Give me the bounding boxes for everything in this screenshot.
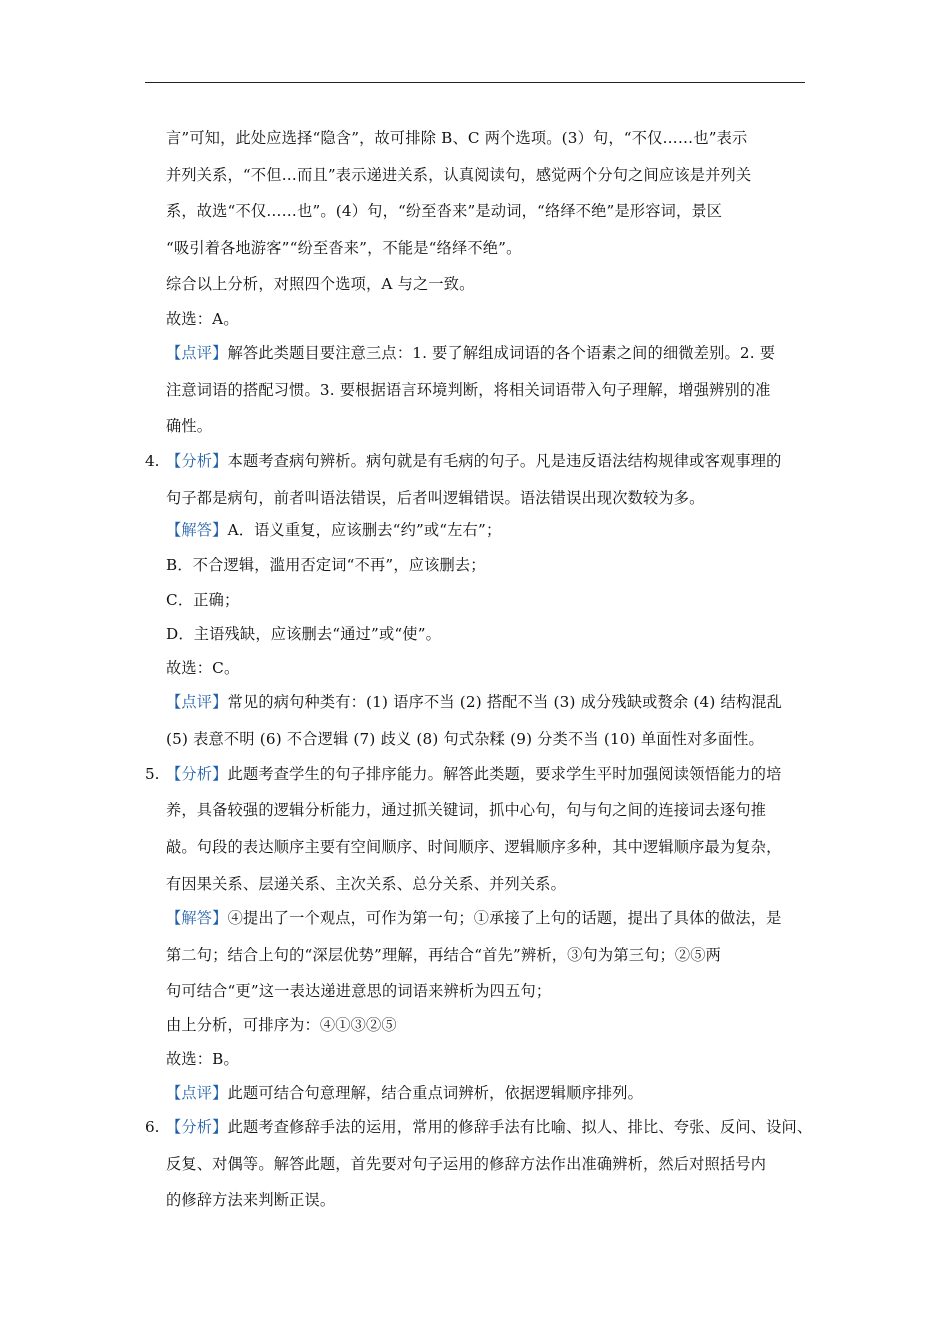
text-line: 言”可知，此处应选择“隐含”，故可排除 B、C 两个选项。(3）句，“不仅……也”表示 bbox=[166, 129, 748, 147]
text-line: 句可结合“更”这一表达递进意思的词语来辨析为四五句； bbox=[166, 982, 552, 1000]
text-line: 注意词语的搭配习惯。3. 要根据语言环境判断，将相关词语带入句子理解，增强辨别的准 bbox=[166, 381, 771, 399]
analysis-tag: 【分析】 bbox=[166, 765, 228, 783]
text-line: “吸引着各地游客”“纷至沓来”，不能是“络绎不绝”。 bbox=[166, 239, 522, 257]
analysis-line: 【分析】本题考查病句辨析。病句就是有毛病的句子。凡是违反语法结构规律或客观事理的 bbox=[166, 452, 782, 470]
text-line: 养，具备较强的逻辑分析能力，通过抓关键词，抓中心句，句与句之间的连接词去逐句推 bbox=[166, 801, 767, 819]
text-line: 有因果关系、层递关系、主次关系、总分关系、并列关系。 bbox=[166, 875, 567, 893]
text-line: 故选：C。 bbox=[166, 659, 240, 677]
text-line: 确性。 bbox=[166, 417, 213, 435]
text-line: 系，故选“不仅……也”。(4）句，“纷至沓来”是动词，“络绎不绝”是形容词，景区 bbox=[166, 202, 723, 220]
question-number: 5. bbox=[145, 765, 160, 783]
review-tag: 【点评】 bbox=[166, 1084, 228, 1102]
text-line: D．主语残缺，应该删去“通过”或“使”。 bbox=[166, 625, 442, 643]
review-line: 【点评】解答此类题目要注意三点：1. 要了解组成词语的各个语素之间的细微差别。2. 要 bbox=[166, 344, 776, 362]
text-line: B．不合逻辑，滥用否定词“不再”，应该删去； bbox=[166, 556, 486, 574]
analysis-tag: 【分析】 bbox=[166, 1118, 228, 1136]
text-line: C．正确； bbox=[166, 591, 240, 609]
answer-tag: 【解答】 bbox=[166, 521, 228, 539]
text-line: 并列关系，“不但…而且”表示递进关系，认真阅读句，感觉两个分句之间应该是并列关 bbox=[166, 166, 752, 184]
text-line: 第二句；结合上句的“深层优势”理解，再结合“首先”辨析，③句为第三句；②⑤两 bbox=[166, 946, 722, 964]
answer-tag: 【解答】 bbox=[166, 909, 228, 927]
analysis-line: 【分析】此题考查学生的句子排序能力。解答此类题，要求学生平时加强阅读领悟能力的培 bbox=[166, 765, 782, 783]
text-line: 反复、对偶等。解答此题，首先要对句子运用的修辞方法作出准确辨析，然后对照括号内 bbox=[166, 1155, 767, 1173]
text-line: 综合以上分析，对照四个选项，A 与之一致。 bbox=[166, 275, 475, 293]
text-line: 的修辞方法来判断正误。 bbox=[166, 1191, 336, 1209]
review-line: 【点评】此题可结合句意理解，结合重点词辨析，依据逻辑顺序排列。 bbox=[166, 1084, 644, 1102]
analysis-tag: 【分析】 bbox=[166, 452, 228, 470]
question-number: 6. bbox=[145, 1118, 160, 1136]
text-line: (5) 表意不明 (6) 不合逻辑 (7) 歧义 (8) 句式杂糅 (9) 分类不当 (10) 单面性对多面性。 bbox=[166, 730, 764, 748]
question-number: 4. bbox=[145, 452, 160, 470]
text-line: 敲。句段的表达顺序主要有空间顺序、时间顺序、逻辑顺序多种，其中逻辑顺序最为复杂， bbox=[166, 838, 782, 856]
answer-line: 【解答】④提出了一个观点，可作为第一句；①承接了上句的话题，提出了具体的做法，是 bbox=[166, 909, 782, 927]
review-tag: 【点评】 bbox=[166, 344, 228, 362]
analysis-line: 【分析】此题考查修辞手法的运用，常用的修辞手法有比喻、拟人、排比、夸张、反问、设问、 bbox=[166, 1118, 813, 1136]
answer-line: 【解答】A．语义重复，应该删去“约”或“左右”； bbox=[166, 521, 502, 539]
text-line: 由上分析，可排序为：④①③②⑤ bbox=[166, 1016, 397, 1034]
text-line: 故选：B。 bbox=[166, 1050, 239, 1068]
text-line: 故选：A。 bbox=[166, 310, 239, 328]
header-rule bbox=[145, 82, 805, 83]
review-line: 【点评】常见的病句种类有：(1) 语序不当 (2) 搭配不当 (3) 成分残缺或赘余 (4) 结构混乱 bbox=[166, 693, 783, 711]
review-tag: 【点评】 bbox=[166, 693, 228, 711]
text-line: 句子都是病句，前者叫语法错误，后者叫逻辑错误。语法错误出现次数较为多。 bbox=[166, 489, 705, 507]
